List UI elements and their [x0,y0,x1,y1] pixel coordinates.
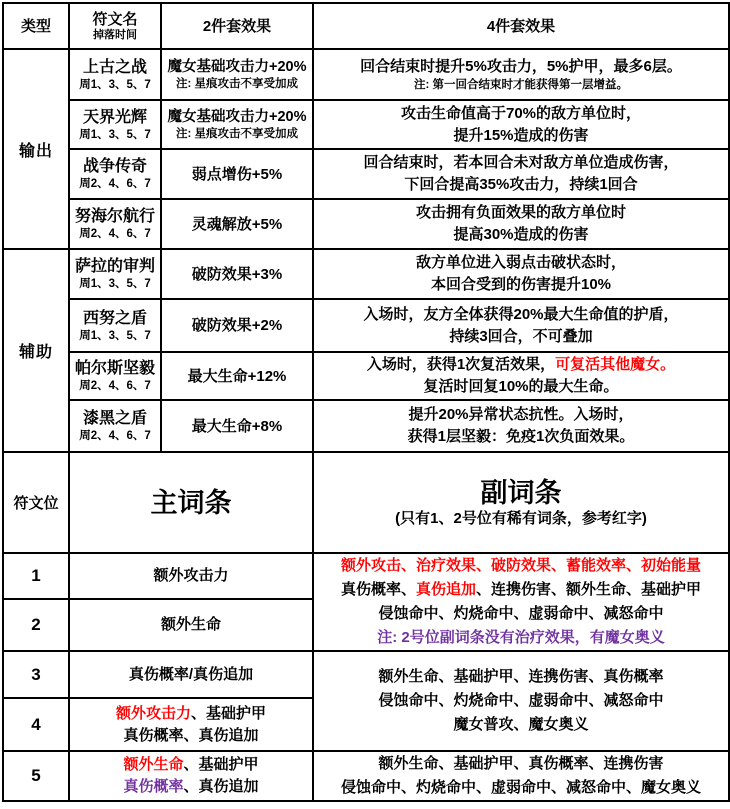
sub-stat-cell-slots-3-4 [313,651,729,751]
rune-name: 战争传奇 [82,158,147,175]
set4-effect-line1: 回合结束时，若本回合未对敌方单位造成伤害， [363,154,679,171]
header-4pc [313,3,729,49]
set4-effect-line1: 提升20%异常状态抗性。入场时， [408,406,634,423]
table-row [3,400,729,452]
header-type [3,3,69,49]
sub-stat-note: 注: 2号位副词条没有治疗效果，有魔女奥义 [377,629,665,646]
set2-note: 注: 星痕攻击不享受加成 [175,77,299,90]
set4-effect-cell [313,49,729,100]
rune-name-cell [69,100,161,149]
main-stat-line1: 额外攻击力、基础护甲 [115,704,267,722]
set4-effect-cell [313,352,729,400]
set2-effect: 破防效果+2% [191,317,283,334]
set2-effect-cell [161,199,313,249]
set4-effect-line1: 攻击生命值高于70%的敌方单位时， [400,104,642,122]
header-4pc-label: 4件套效果 [486,17,556,35]
rune-name-cell [69,299,161,352]
rune-name: 天界光辉 [82,108,147,126]
sub-stat-cell-slot-5 [313,751,729,801]
table-row [3,553,729,599]
set2-effect-cell [161,400,313,452]
set4-effect-line2: 提高30%造成的伤害 [453,226,589,243]
slot-number: 1 [3,553,69,599]
header-rune-name-label: 符文名 [92,11,138,28]
table-row [3,199,729,249]
rune-name-cell [69,149,161,199]
set4-effect-line1: 攻击拥有负面效果的敌方单位时 [415,204,626,221]
rune-name: 漆黑之盾 [82,410,147,427]
set4-effect-cell [313,299,729,352]
main-stat-line2: 真伤概率、真伤追加 [123,778,259,795]
sub-stat-rare-line: 额外攻击、治疗效果、破防效果、蓄能效率、初始能量 [340,557,701,574]
slot-number: 3 [3,651,69,698]
set4-effect-cell [313,400,729,452]
slot-number: 4 [3,698,69,751]
rune-drop-time: 周2、4、6、7 [79,178,151,190]
set2-effect: 最大生命+12% [187,367,287,385]
main-stat: 真伤概率/真伤追加 [128,665,254,683]
set2-effect-cell [161,100,313,149]
rune-slots-table [2,451,730,802]
table-row [3,49,729,100]
header-main-stat-label: 主词条 [150,487,232,518]
set2-effect: 魔女基础攻击力+20% [167,58,307,75]
sub-stat-line: 侵蚀命中、灼烧命中、虚弱命中、减怒命中 [378,605,664,622]
set2-effect-cell [161,299,313,352]
sub-stat-line: 侵蚀命中、灼烧命中、虚弱命中、减怒命中 [378,692,664,709]
set4-effect-cell [313,249,729,299]
table-row [3,299,729,352]
rune-name: 上古之战 [82,58,147,76]
header-sub-stat-note: (只有1、2号位有稀有词条，参考红字) [395,509,647,527]
header-sub-stat-label: 副词条 [480,477,562,508]
type-group-support: 辅助 [3,249,69,452]
header-rune-name [69,3,161,49]
rare-highlight-text: 额外生命 [123,756,184,773]
rune-name-cell [69,199,161,249]
table-row [3,651,729,698]
rune-drop-time: 周2、4、6、7 [79,430,151,442]
main-stat: 额外攻击力 [153,566,229,584]
set4-effect-line2: 复活时回复10%的最大生命。 [423,378,619,395]
sub-stat-cell-slots-1-2 [313,553,729,651]
main-stat: 额外生命 [160,615,221,633]
set2-effect: 魔女基础攻击力+20% [167,108,307,125]
rare-highlight-text: 可复活其他魔女。 [555,356,676,373]
main-stat-cell [69,651,313,698]
table-row [3,751,729,801]
main-stat-cell [69,698,313,751]
rune-name: 萨拉的审判 [74,258,155,275]
header-slot [3,452,69,553]
rune-drop-time: 周2、4、6、7 [79,228,151,240]
set4-effect-line2: 提升15%造成的伤害 [453,126,589,144]
set4-effect-line1: 回合结束时提升5%攻击力，5%护甲，最多6层。 [360,58,682,75]
rune-name: 帕尔斯坚毅 [74,360,155,377]
set2-effect-cell [161,49,313,100]
set4-effect-cell [313,100,729,149]
header-slot-label: 符文位 [13,495,59,512]
rune-sets-table [2,2,730,453]
rune-name-cell [69,352,161,400]
rare-highlight-text: 额外攻击力 [115,704,191,722]
set4-effect-line2: 持续3回合，不可叠加 [449,327,593,345]
rune-guide-sheet [2,2,728,802]
header-sub-stat [313,452,729,553]
set4-effect-line2: 下回合提高35%攻击力，持续1回合 [404,176,638,193]
rune-name-cell [69,249,161,299]
sub-stat-line: 额外生命、基础护甲、连携伤害、真伤概率 [378,668,664,685]
set4-effect-line2: 获得1层坚毅：免疫1次负面效果。 [407,428,635,445]
set2-effect-cell [161,352,313,400]
set4-effect-cell [313,199,729,249]
rune-name: 西努之盾 [82,309,147,327]
table-row [3,149,729,199]
main-stat-line1: 额外生命、基础护甲 [123,756,259,773]
rune-name-cell [69,49,161,100]
header-main-stat [69,452,313,553]
main-stat-cell [69,599,313,651]
sub-stat-line: 额外生命、基础护甲、真伤概率、连携伤害 [378,755,664,772]
set2-effect: 破防效果+3% [191,265,283,283]
set4-effect-line1: 入场时，友方全体获得20%最大生命值的护盾， [363,305,679,323]
header-drop-time-label: 掉落时间 [93,29,137,41]
rune-drop-time: 周2、4、6、7 [79,380,151,392]
slot-number: 2 [3,599,69,651]
set2-effect: 最大生命+8% [191,417,283,435]
main-stat-cell [69,751,313,801]
rune-drop-time: 周1、3、5、7 [79,329,151,342]
main-stat-line2: 真伤概率、真伤追加 [123,726,259,744]
set2-effect: 灵魂解放+5% [191,215,283,233]
set4-effect-line1: 入场时，获得1次复活效果，可复活其他魔女。 [366,356,676,373]
table-row [3,100,729,149]
rune-drop-time: 周1、3、5、7 [79,78,151,91]
set2-effect-cell [161,249,313,299]
set2-note: 注: 星痕攻击不享受加成 [175,127,299,140]
set4-effect-line1: 敌方单位进入弱点击破状态时， [415,254,626,271]
type-group-output: 输出 [3,49,69,249]
header-type-label: 类型 [20,17,51,35]
rune-name-cell [69,400,161,452]
rune-drop-time: 周1、3、5、7 [79,278,151,290]
rune-drop-time: 周1、3、5、7 [79,128,151,141]
header-2pc [161,3,313,49]
sub-stat-line: 魔女普攻、魔女奥义 [453,716,589,733]
main-stat-cell [69,553,313,599]
rare-highlight-text: 真伤追加 [415,581,476,598]
set4-note: 注: 第一回合结束时才能获得第一层增益。 [413,79,629,91]
table-row [3,249,729,299]
set4-effect-line2: 本回合受到的伤害提升10% [430,276,612,293]
set2-effect-cell [161,149,313,199]
sub-stat-line: 侵蚀命中、灼烧命中、虚弱命中、减怒命中、魔女奥义 [340,779,701,796]
sub-stat-line: 真伤概率、真伤追加、连携伤害、额外生命、基础护甲 [340,581,702,598]
header-2pc-label: 2件套效果 [202,17,272,35]
table-row [3,352,729,400]
slot-number: 5 [3,751,69,801]
set2-effect: 弱点增伤+5% [191,165,283,183]
set4-effect-cell [313,149,729,199]
rune-name: 努海尔航行 [74,208,155,225]
rare-highlight-text: 真伤概率 [123,778,184,795]
